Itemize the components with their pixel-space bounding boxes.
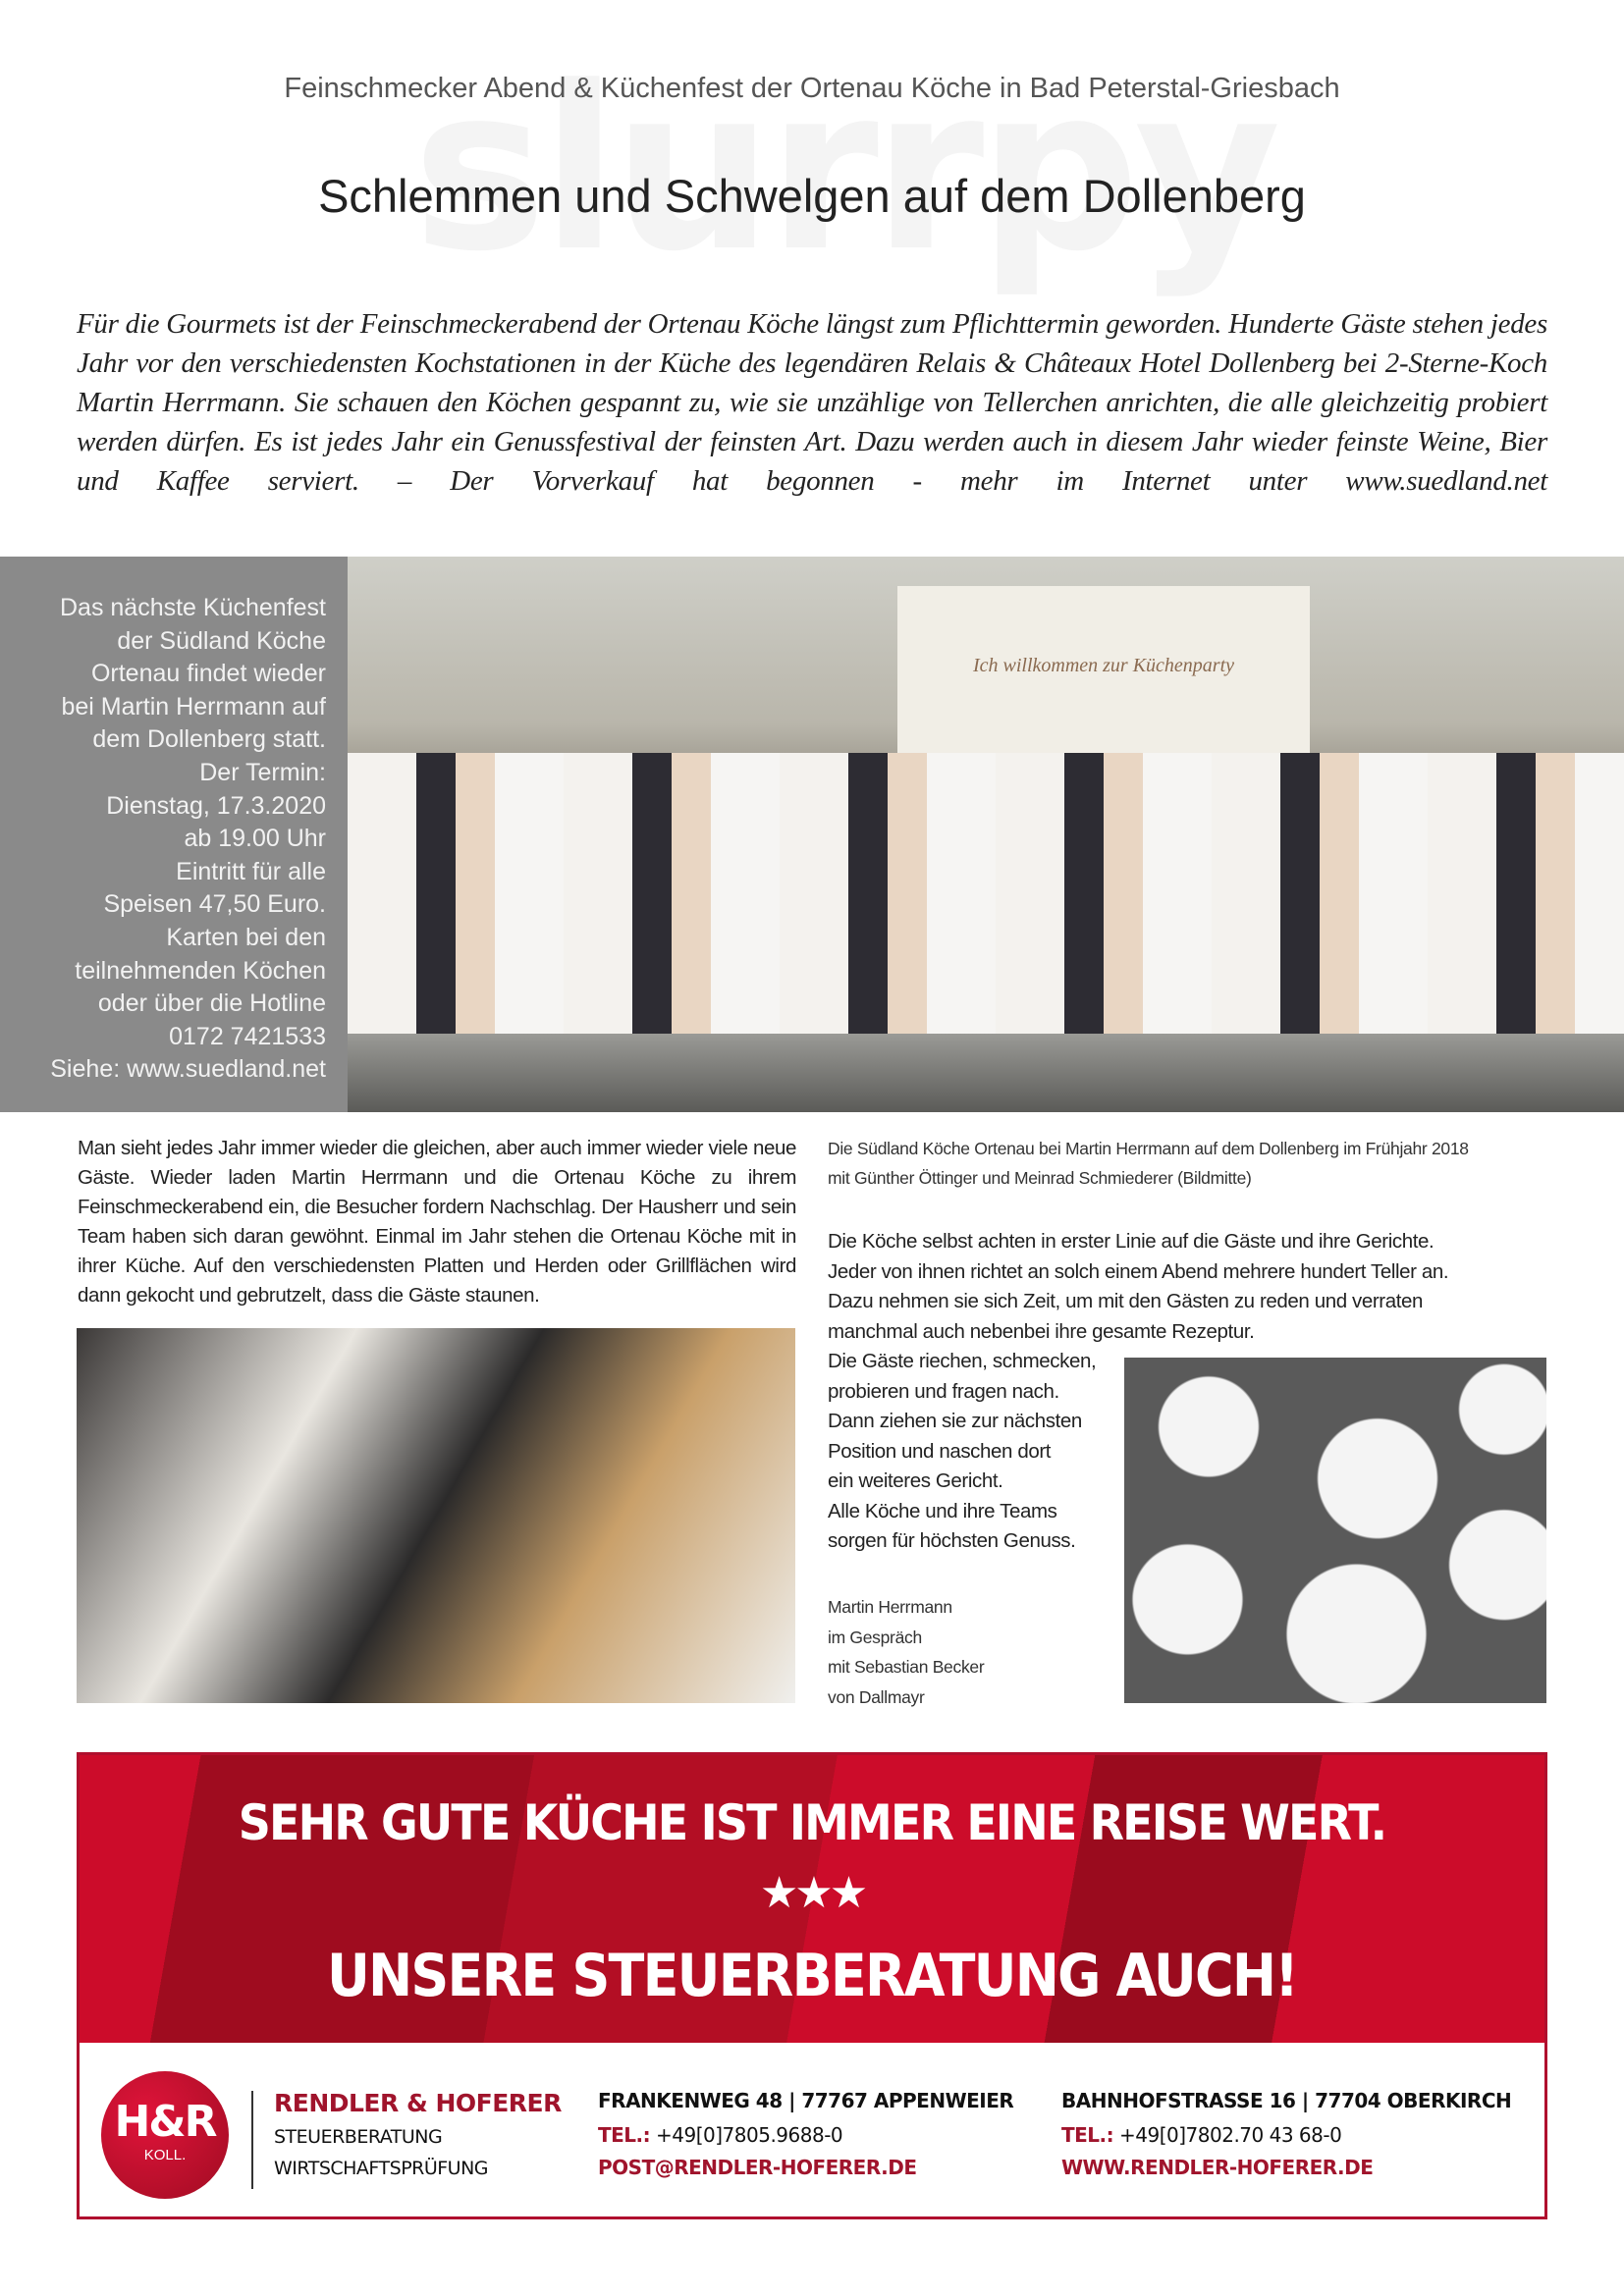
text-line: manchmal auch nebenbei ihre gesamte Rezeptur.: [828, 1319, 1255, 1343]
kitchen-counter: [348, 1034, 1624, 1112]
text-line: sorgen für höchsten Genuss.: [828, 1529, 1076, 1552]
chefs-group: [348, 753, 1624, 1047]
info-line: Siehe: www.suedland.net: [50, 1055, 326, 1084]
office1-phone[interactable]: +49[0]7805.9688-0: [656, 2123, 843, 2147]
office1-address: FRANKENWEG 48 | 77767 APPENWEIER: [598, 2089, 1014, 2112]
ad-red-banner: [80, 1755, 1544, 2043]
event-info-box: [0, 557, 348, 1112]
logo-sub: KOLL.: [143, 2147, 187, 2163]
text-line: probieren und fragen nach.: [828, 1379, 1059, 1403]
page-title: Schlemmen und Schwelgen auf dem Dollenberg: [318, 170, 1306, 222]
caption-line: Martin Herrmann: [828, 1597, 952, 1617]
kicker: Feinschmecker Abend & Küchenfest der Ortenau Köche in Bad Peterstal-Griesbach: [284, 73, 1340, 104]
caption-line: mit Günther Öttinger und Meinrad Schmiederer (Bildmitte): [828, 1168, 1252, 1188]
text-line: Dazu nehmen sie sich Zeit, um mit den Gästen zu reden und verraten: [828, 1290, 1424, 1312]
martin-caption: [828, 1592, 984, 1712]
text-line: Dann ziehen sie zur nächsten: [828, 1410, 1082, 1432]
info-line: Karten bei den: [166, 923, 326, 951]
company-line-1: STEUERBERATUNG: [274, 2126, 443, 2148]
caption-line: von Dallmayr: [828, 1686, 925, 1707]
info-line: oder über die Hotline: [97, 989, 326, 1018]
info-line: bei Martin Herrmann auf: [61, 692, 326, 721]
group-photo-caption: [828, 1134, 1469, 1193]
info-line: 0172 7421533: [169, 1022, 326, 1050]
caption-line: Die Südland Köche Ortenau bei Martin Herrmann auf dem Dollenberg im Frühjahr 2018: [828, 1139, 1469, 1158]
ad-headline-2: UNSERE STEUERBERATUNG AUCH!: [326, 1942, 1298, 2010]
photo-banner-text: Ich willkommen zur Küchenparty: [972, 655, 1235, 676]
plates-photo: [1124, 1358, 1546, 1703]
info-line: Eintritt für alle: [176, 857, 326, 885]
text-line: Position und naschen dort: [828, 1439, 1052, 1463]
info-line: dem Dollenberg statt.: [92, 725, 326, 754]
text-line: ein weiteres Gericht.: [828, 1469, 1003, 1492]
intro-paragraph: Für die Gourmets ist der Feinschmeckerabend der Ortenau Köche längst zum Pflichttermin geworden. Hunderte Gäste stehen jedes Jahr vor den verschiedensten Kochstationen in der Küche des legendären Relais & Châteaux Hotel Dollenberg bei 2-Sterne-Koch Martin Herrmann. Sie schauen den Köchen gespannt zu, wie sie unzählige von Tellerchen anrichten, die alle gleichzeitig probiert werden dürfen. Es ist jedes Jahr ein Genussfestival der feinsten Art. Dazu werden auch in diesem Jahr wieder feinste Weine, Bier und Kaffee serviert. – Der Vorverkauf hat begonnen - mehr im Internet unter www.suedland.net: [77, 308, 1547, 497]
info-line: Das nächste Küchenfest: [60, 594, 326, 621]
caption-line: im Gespräch: [828, 1627, 922, 1647]
star-icons: ★★★: [759, 1869, 865, 1917]
info-line: Ortenau findet wieder: [90, 660, 326, 688]
info-line: der Südland Köche: [117, 626, 326, 655]
article-text-left: Man sieht jedes Jahr immer wieder die gleichen, aber auch immer wieder viele neue Gäste. Wieder laden Martin Herrmann und die Ortenau Köche zu ihrem Feinschmeckerabend ein, die Besucher fordern Nachschlag. Der Hausherr und sein Team haben sich daran gewöhnt. Einmal im Jahr stehen die Ortenau Köche mit in ihrer Küche. Auf den verschiedensten Platten und Herden oder Grillflächen wird dann gekocht und gebrutzelt, dass die Gäste staunen.: [78, 1137, 796, 1307]
ad-headline-1: SEHR GUTE KÜCHE IST IMMER EINE REISE WERT.: [238, 1794, 1386, 1851]
tel-label: TEL.:: [1061, 2123, 1114, 2147]
text-line: Die Gäste riechen, schmecken,: [828, 1350, 1097, 1372]
info-line: teilnehmenden Köchen: [75, 956, 326, 985]
article-text-narrow: [828, 1347, 1122, 1557]
info-line: Dienstag, 17.3.2020: [106, 791, 326, 820]
text-line: Jeder von ihnen richtet an solch einem Abend mehrere hundert Teller an.: [828, 1259, 1449, 1283]
company-line-2: WIRTSCHAFTSPRÜFUNG: [274, 2158, 489, 2179]
text-line: Die Köche selbst achten in erster Linie auf die Gäste und ihre Gerichte.: [828, 1230, 1435, 1253]
info-line: ab 19.00 Uhr: [184, 825, 326, 853]
office2-phone[interactable]: +49[0]7802.70 43 68-0: [1119, 2123, 1342, 2147]
article-text-right: [828, 1227, 1535, 1347]
caption-line: mit Sebastian Becker: [828, 1657, 985, 1677]
group-photo: [348, 557, 1624, 1112]
advertisement: [77, 1752, 1547, 2219]
office1-email[interactable]: POST@RENDLER-HOFERER.DE: [598, 2156, 917, 2179]
info-line: Speisen 47,50 Euro.: [103, 890, 326, 919]
tel-label: TEL.:: [598, 2123, 651, 2147]
logo-main: H&R: [114, 2097, 216, 2147]
info-line: Der Termin:: [199, 758, 326, 786]
text-line: Alle Köche und ihre Teams: [828, 1499, 1057, 1522]
company-name: RENDLER & HOFERER: [274, 2089, 562, 2117]
hr-logo: [101, 2071, 229, 2199]
office2-address: BAHNHOFSTRASSE 16 | 77704 OBERKIRCH: [1061, 2089, 1512, 2112]
website-link[interactable]: WWW.RENDLER-HOFERER.DE: [1061, 2156, 1374, 2179]
divider: [251, 2091, 253, 2189]
chefs-cooking-photo: [77, 1328, 795, 1703]
